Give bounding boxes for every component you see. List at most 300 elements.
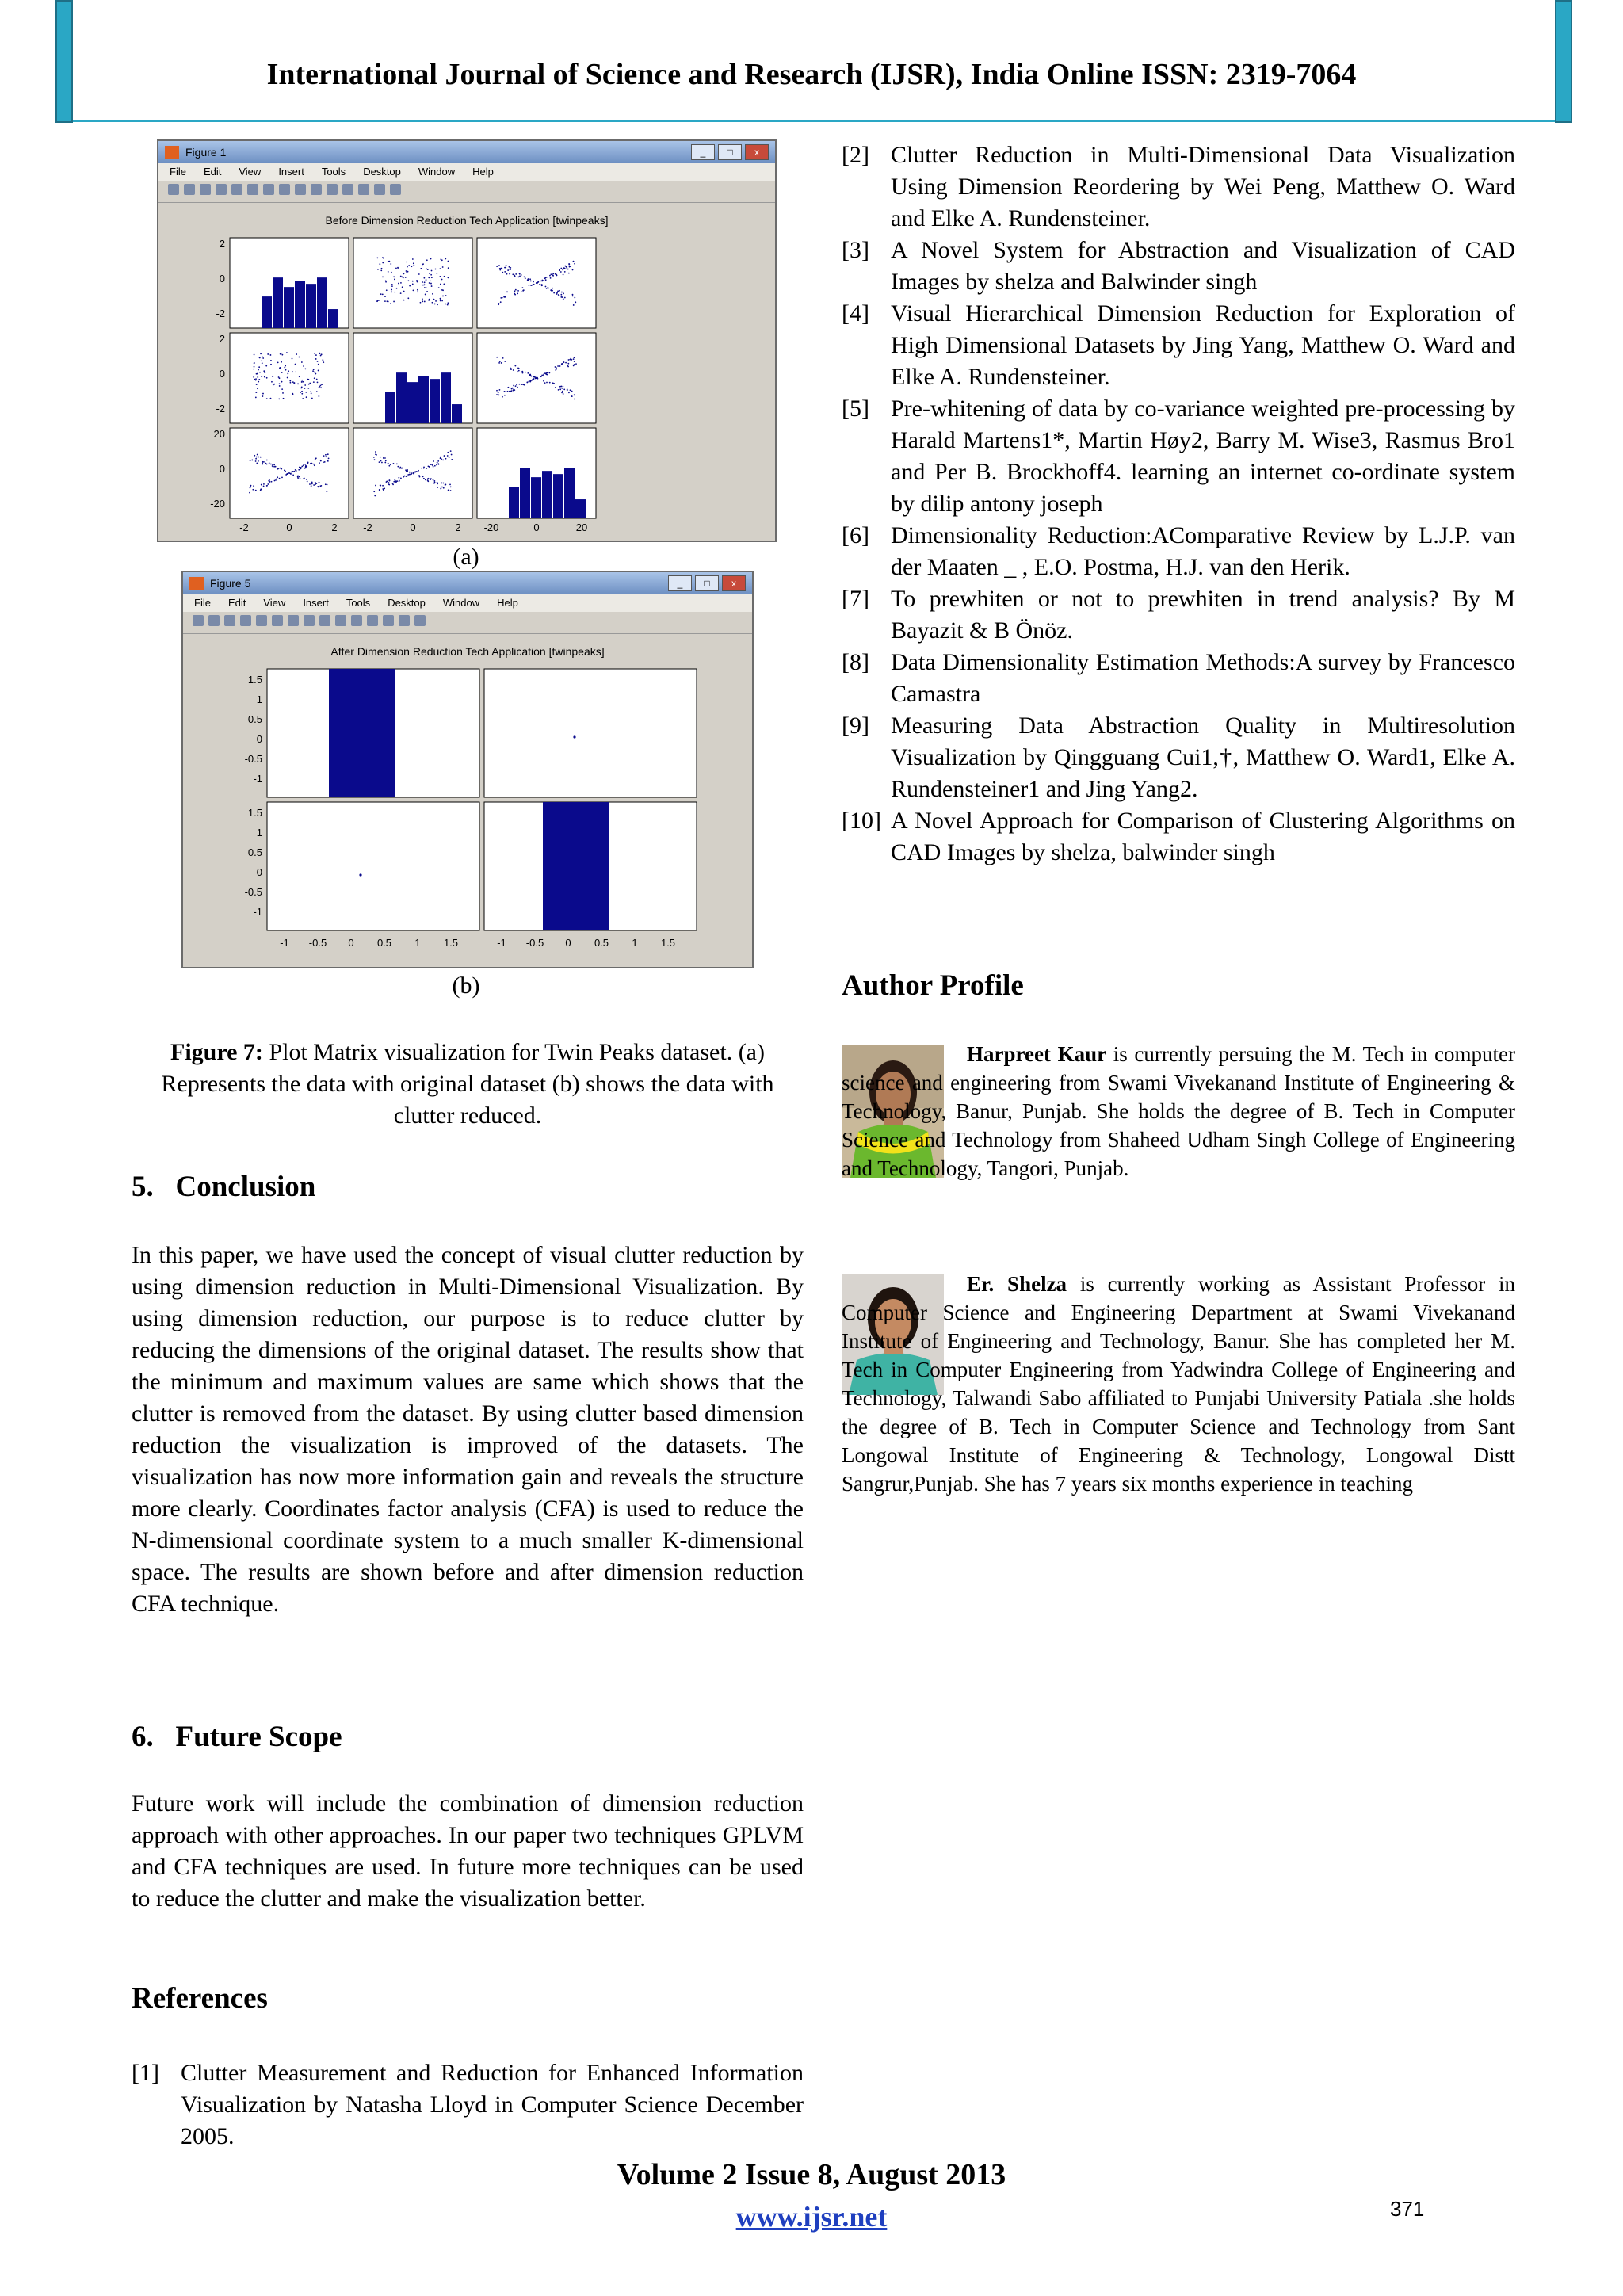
scatter-point [388, 465, 390, 467]
scatter-point [572, 269, 574, 271]
axis-tick-label: 0 [219, 273, 225, 285]
save-icon[interactable] [200, 184, 211, 195]
scatter-point [441, 289, 443, 291]
zoom-out-icon[interactable] [263, 184, 274, 195]
print-icon[interactable] [240, 615, 251, 626]
scatter-point [401, 277, 403, 278]
menu-view[interactable]: View [239, 166, 262, 178]
histogram-bar [543, 802, 609, 930]
menu-edit[interactable]: Edit [203, 166, 222, 178]
menu-tools[interactable]: Tools [346, 597, 371, 609]
scatter-point [514, 389, 515, 391]
scatter-point [552, 382, 554, 384]
scatter-point [402, 468, 403, 469]
scatter-point [270, 360, 272, 361]
reference-text: A Novel System for Abstraction and Visualization of CAD Images by shelza and Balwinder singh [891, 237, 1515, 295]
histogram-bar [396, 372, 407, 423]
scatter-point [304, 369, 306, 370]
menu-window[interactable]: Window [442, 597, 480, 609]
histogram-bar [509, 487, 519, 518]
histogram-bar [407, 382, 418, 423]
figure-caption [132, 1037, 804, 1132]
scatter-point [316, 379, 318, 380]
scatter-point [276, 478, 277, 479]
scatter-point [444, 276, 445, 277]
scatter-point [515, 273, 517, 275]
scatter-point [384, 296, 386, 297]
scatter-point [301, 465, 303, 467]
scatter-point [260, 488, 262, 490]
scatter-point [295, 469, 296, 471]
new-figure-icon[interactable] [193, 615, 204, 626]
scatter-point [379, 263, 380, 265]
scatter-point [546, 382, 548, 384]
zoom-out-icon[interactable] [288, 615, 299, 626]
scatter-point [266, 398, 268, 399]
menu-help[interactable]: Help [472, 166, 494, 178]
scatter-point [450, 450, 452, 452]
scatter-point [397, 268, 399, 269]
menu-insert[interactable]: Insert [278, 166, 304, 178]
scatter-point [400, 282, 402, 284]
scatter-point [412, 284, 414, 285]
scatter-point [518, 368, 520, 369]
scatter-point [568, 359, 570, 361]
scatter-point [408, 265, 410, 266]
scatter-point [312, 370, 314, 372]
histogram-bar [553, 474, 563, 518]
histogram-bar [329, 669, 395, 797]
scatter-point [502, 272, 503, 273]
author-profile-heading: Author Profile [842, 969, 1024, 1002]
scatter-point [261, 360, 262, 361]
legend-icon[interactable] [383, 615, 394, 626]
scatter-point [393, 301, 395, 303]
scatter-point [272, 465, 273, 467]
menu-view[interactable]: View [263, 597, 286, 609]
scatter-point [575, 363, 577, 365]
axis-tick-label: -2 [216, 403, 225, 415]
scatter-point [440, 298, 441, 300]
scatter-point [443, 284, 445, 285]
scatter-point [282, 392, 284, 394]
scatter-point [319, 387, 320, 388]
scatter-point [519, 273, 521, 275]
scatter-point [317, 361, 319, 362]
scatter-point [303, 464, 304, 466]
scatter-point [449, 483, 451, 485]
pointer-icon[interactable] [231, 184, 242, 195]
scatter-point [394, 292, 395, 293]
scatter-point [281, 372, 283, 373]
scatter-point [269, 462, 270, 464]
histogram-bar [306, 284, 316, 328]
scatter-point [297, 383, 299, 384]
scatter-point [422, 300, 423, 302]
reference-item [842, 647, 1515, 710]
axis-tick-label: -20 [210, 498, 225, 510]
pan-icon[interactable] [304, 615, 315, 626]
scatter-point [530, 281, 532, 282]
scatter-point [435, 300, 437, 302]
scatter-point [292, 471, 293, 472]
scatter-point [407, 471, 408, 472]
scatter-point [303, 478, 304, 479]
scatter-point [524, 384, 525, 386]
scatter-point [261, 376, 262, 377]
scatter-point [273, 384, 275, 385]
axis-tick-label: -1 [280, 937, 289, 949]
scatter-point [383, 258, 384, 259]
plot-cell [230, 333, 349, 423]
zoom-in-icon[interactable] [272, 615, 283, 626]
scatter-point [444, 455, 445, 457]
scatter-point [510, 369, 512, 370]
scatter-point [432, 302, 433, 304]
scatter-point [388, 463, 389, 464]
new-figure-icon[interactable] [168, 184, 179, 195]
save-icon[interactable] [224, 615, 235, 626]
scatter-point [450, 490, 452, 491]
colorbar-icon[interactable] [367, 615, 378, 626]
scatter-point [412, 258, 414, 260]
scatter-point [255, 392, 257, 393]
scatter-point [422, 298, 423, 300]
scatter-point [266, 377, 268, 379]
scatter-point [424, 301, 426, 303]
scatter-point [563, 388, 565, 390]
scatter-point [286, 352, 288, 353]
scatter-point [504, 361, 506, 362]
scatter-point [424, 281, 426, 283]
scatter-point [437, 482, 438, 483]
scatter-point [521, 291, 522, 292]
colorbar-icon[interactable] [342, 184, 353, 195]
reference-number: [10] [842, 808, 881, 834]
scatter-point [429, 282, 430, 284]
hide-tools-icon[interactable] [399, 615, 410, 626]
scatter-point [270, 464, 272, 465]
scatter-point [522, 289, 524, 291]
scatter-point [391, 285, 393, 287]
scatter-point [430, 464, 432, 465]
histogram-bar [328, 309, 338, 328]
scatter-point [300, 392, 301, 393]
scatter-point [261, 484, 262, 486]
scatter-point [564, 268, 566, 269]
scatter-point [573, 261, 575, 262]
scatter-point [405, 277, 407, 278]
scatter-point [521, 274, 522, 276]
menu-tools[interactable]: Tools [321, 166, 346, 178]
scatter-point [287, 377, 288, 379]
scatter-point [445, 295, 447, 296]
scatter-point [396, 480, 398, 482]
scatter-point [403, 273, 404, 275]
scatter-point [569, 359, 571, 361]
scatter-point [418, 475, 420, 476]
scatter-point [403, 277, 404, 279]
scatter-point [311, 463, 313, 464]
scatter-point [449, 457, 450, 458]
scatter-point [436, 273, 437, 274]
scatter-point [573, 304, 575, 306]
scatter-point [388, 261, 390, 262]
scatter-point [267, 483, 269, 485]
axis-tick-label: -1 [253, 906, 262, 918]
scatter-point [515, 289, 517, 291]
scatter-point [315, 482, 316, 483]
legend-icon[interactable] [358, 184, 369, 195]
scatter-point [555, 387, 556, 388]
scatter-point [382, 277, 384, 278]
menu-window[interactable]: Window [418, 166, 456, 178]
scatter-point [426, 268, 427, 269]
rotate-icon[interactable] [319, 615, 330, 626]
scatter-point [309, 383, 311, 384]
scatter-point [258, 381, 259, 383]
scatter-point [266, 464, 268, 465]
scatter-point [314, 372, 315, 373]
scatter-point [556, 367, 557, 369]
scatter-point [431, 277, 433, 278]
scatter-point [562, 386, 563, 388]
scatter-point [448, 277, 449, 278]
reference-number: [4] [842, 300, 869, 327]
scatter-point [315, 483, 317, 484]
scatter-point [416, 471, 418, 472]
scatter-point [292, 393, 293, 395]
scatter-point [325, 456, 327, 457]
scatter-point [388, 482, 390, 483]
scatter-point [266, 485, 268, 487]
scatter-point [440, 258, 441, 260]
hide-tools-icon[interactable] [374, 184, 385, 195]
show-tools-icon[interactable] [390, 184, 401, 195]
axis-tick-label: 1 [632, 937, 638, 949]
scatter-point [416, 280, 418, 281]
scatter-point [250, 487, 251, 489]
scatter-point [270, 364, 272, 365]
scatter-point [555, 369, 556, 371]
brush-icon[interactable] [351, 615, 362, 626]
scatter-point [250, 486, 251, 487]
scatter-point [529, 278, 531, 280]
conclusion-text: In this paper, we have used the concept of visual clutter reduction by using dimension reduction in Multi-Dimensional Visualization. By using dimension reduction, our purpose is to reduce clutter by reducing the dimensions of the original dataset. The results show that the minimum and maximum values are same which shows that the clutter is removed from the dataset. By using clutter based dimension reduction the visualization is improved of the datasets. The visualization has now more information gain and reveals the structure more clearly. Coordinates factor analysis (CFA) is used to reduce the N-dimensional coordinate system to a much smaller K-dimensional space. The results are shown before and after dimension reduction CFA technique. [132, 1242, 804, 1617]
scatter-point [292, 381, 294, 383]
scatter-point [322, 384, 323, 385]
menu-file[interactable]: File [194, 597, 211, 609]
axis-tick-label: 0 [219, 463, 225, 475]
scatter-point [509, 269, 510, 270]
scatter-point [376, 454, 377, 456]
scatter-point [445, 483, 446, 485]
print-icon[interactable] [216, 184, 227, 195]
show-tools-icon[interactable] [414, 615, 426, 626]
scatter-point [540, 281, 541, 282]
scatter-point [517, 292, 518, 294]
minimize-icon[interactable]: _ [668, 575, 692, 591]
brush-icon[interactable] [327, 184, 338, 195]
scatter-point [319, 485, 321, 487]
scatter-point [373, 491, 375, 492]
scatter-point [278, 398, 280, 399]
open-icon[interactable] [208, 615, 220, 626]
scatter-point [505, 267, 506, 269]
figure-b-plot-title: After Dimension Reduction Tech Application [twinpeaks] [330, 645, 605, 658]
scatter-point [434, 465, 436, 467]
histogram-bar [273, 277, 283, 328]
scatter-point [437, 460, 439, 462]
scatter-point [545, 279, 547, 281]
scatter-point [270, 354, 272, 356]
scatter-point [265, 365, 267, 367]
scatter-point [423, 277, 425, 279]
scatter-point [560, 268, 562, 269]
reference-number: [6] [842, 522, 869, 548]
figure-caption-text: Plot Matrix visualization for Twin Peaks dataset. (a) Represents the data with original dataset (b) shows the data with clutter reduced. [161, 1039, 774, 1129]
menu-file[interactable]: File [170, 166, 186, 178]
scatter-point [273, 466, 275, 468]
minimize-icon[interactable]: _ [691, 144, 715, 160]
scatter-point [435, 269, 437, 270]
scatter-point [381, 268, 383, 269]
histogram-bar [284, 287, 294, 328]
menu-help[interactable]: Help [497, 597, 518, 609]
axis-tick-label: 0 [286, 521, 292, 533]
menu-desktop[interactable]: Desktop [363, 166, 401, 178]
scatter-point [313, 484, 315, 486]
scatter-point [567, 363, 569, 365]
scatter-point [380, 293, 382, 295]
scatter-point [254, 354, 255, 356]
scatter-point [521, 384, 523, 385]
scatter-point [327, 484, 328, 486]
scatter-point [440, 457, 441, 458]
scatter-point [252, 489, 254, 491]
close-icon[interactable]: x [722, 575, 746, 591]
scatter-point [436, 464, 437, 466]
scatter-point [537, 282, 538, 284]
axis-tick-label: -2 [363, 521, 372, 533]
rotate-icon[interactable] [295, 184, 306, 195]
axis-tick-label: 20 [575, 521, 588, 533]
scatter-point [307, 462, 309, 464]
scatter-point [391, 284, 393, 285]
scatter-point [301, 361, 303, 363]
scatter-point [499, 361, 501, 362]
scatter-point [514, 365, 516, 367]
reference-number: [8] [842, 649, 869, 675]
scatter-point [256, 457, 258, 458]
scatter-point [541, 281, 543, 282]
figure-a-subcaption: (a) [453, 544, 479, 570]
histogram-bar [430, 379, 440, 423]
scatter-point [388, 271, 389, 273]
scatter-point [496, 266, 498, 267]
scatter-point [383, 489, 384, 491]
scatter-point [443, 483, 445, 484]
scatter-point [507, 391, 509, 392]
footer-url-link[interactable]: www.ijsr.net [735, 2201, 888, 2233]
scatter-point [374, 495, 376, 497]
histogram-bar [295, 281, 305, 328]
scatter-point [292, 371, 293, 372]
scatter-point [292, 474, 294, 476]
data-cursor-icon[interactable] [335, 615, 346, 626]
scatter-point [426, 287, 427, 288]
histogram-bar [441, 372, 451, 423]
scatter-point [437, 304, 438, 305]
pan-icon[interactable] [279, 184, 290, 195]
scatter-point [440, 284, 441, 285]
scatter-point [288, 472, 290, 474]
scatter-point [412, 281, 414, 282]
scatter-point [432, 464, 433, 466]
scatter-point [498, 394, 500, 395]
histogram-bar [564, 468, 575, 518]
scatter-point [570, 266, 571, 267]
scatter-point [323, 461, 324, 463]
menu-insert[interactable]: Insert [303, 597, 329, 609]
figure-a-menubar [158, 163, 775, 181]
pointer-icon[interactable] [256, 615, 267, 626]
scatter-point [433, 460, 434, 462]
scatter-point [504, 271, 506, 273]
scatter-point [559, 365, 561, 367]
menu-edit[interactable]: Edit [227, 597, 246, 609]
scatter-point [550, 289, 552, 291]
scatter-point [406, 262, 407, 263]
axis-tick-label: 0.5 [594, 937, 609, 949]
axis-tick-label: 2 [219, 333, 225, 345]
scatter-point [249, 492, 250, 494]
scatter-point [572, 294, 574, 296]
scatter-point [262, 356, 263, 357]
scatter-point [385, 280, 387, 281]
scatter-point [258, 379, 260, 380]
close-icon[interactable]: x [745, 144, 769, 160]
menu-desktop[interactable]: Desktop [388, 597, 426, 609]
scatter-point [386, 481, 388, 483]
scatter-point [382, 262, 384, 264]
scatter-point [438, 287, 440, 288]
scatter-point [297, 476, 299, 478]
scatter-point [419, 476, 421, 478]
scatter-point [561, 392, 563, 393]
scatter-point [422, 285, 424, 286]
open-icon[interactable] [184, 184, 195, 195]
author-bio-harpreet [842, 1040, 1515, 1182]
maximize-icon[interactable]: □ [695, 575, 719, 591]
axis-tick-label: 0 [256, 866, 262, 878]
reference-text: Pre-whitening of data by co-variance weighted pre-processing by Harald Martens1*, Martin Høy2, Barry M. Wise3, Rasmus Bro1 and Per B. Brockhoff4. learning an internet co-ordinate system by dilip antony joseph [891, 395, 1515, 517]
histogram-bar [262, 296, 272, 328]
scatter-point [264, 376, 265, 377]
reference-text: Data Dimensionality Estimation Methods:A survey by Francesco Camastra [891, 649, 1515, 707]
scatter-point [498, 303, 499, 304]
zoom-in-icon[interactable] [247, 184, 258, 195]
data-cursor-icon[interactable] [311, 184, 322, 195]
scatter-point [433, 479, 434, 481]
scatter-point [571, 391, 573, 392]
figure-b-menubar [183, 594, 752, 612]
scatter-point [262, 393, 264, 395]
maximize-icon[interactable]: □ [718, 144, 742, 160]
scatter-point [445, 304, 446, 305]
scatter-point [517, 290, 519, 292]
figure-a-plot-matrix [158, 233, 775, 534]
